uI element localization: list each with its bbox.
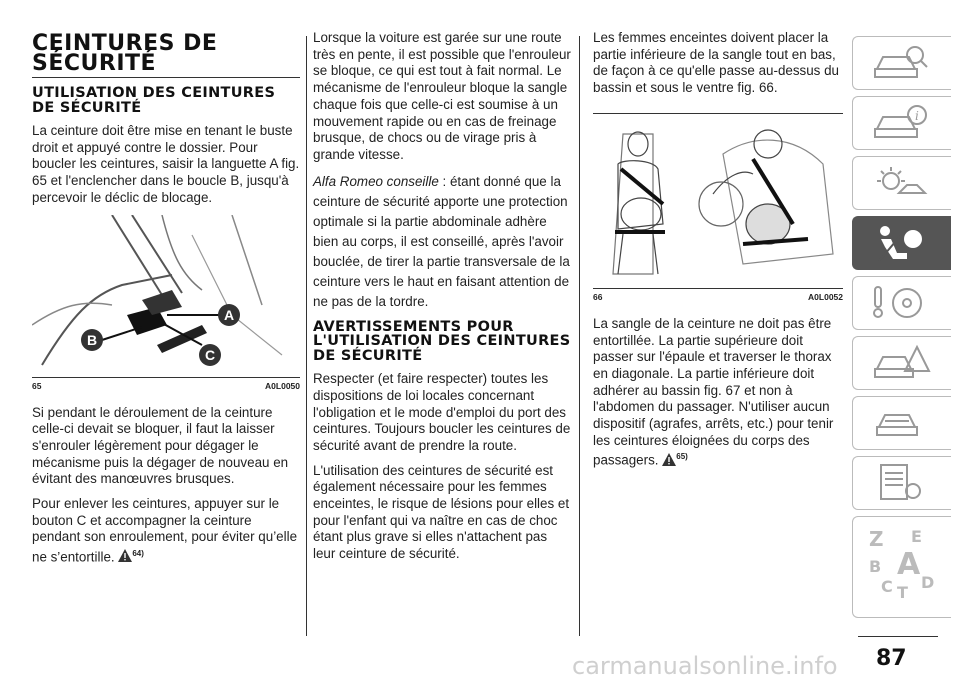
paragraph: Alfa Romeo conseille : étant donné que la ceinture de sécurité apporte une protection optimale si la partie abdominale adhère bien au corps, il est conseillé, après l'avoir bouclée, de tirer la partie transversale de la ceinture vers le haut en faisant attention de ne pas de la tordre.: [313, 173, 570, 309]
watermark: carmanualsonline.info: [572, 652, 838, 680]
paragraph: Respecter (et faire respecter) toutes les dispositions de loi locales concernant l'obligation et le mode d'emploi du port des ceintures. Toujours boucler les ceintures de sécurité avant de prendre la route.: [313, 371, 571, 453]
figure-caption: [32, 377, 300, 391]
paragraph: Les femmes enceintes doivent placer la partie inférieure de la sangle tout en bas, de façon à ce qu'elle passe au-dessus du bassin et sous le ventre fig. 66.: [593, 30, 839, 96]
tab-technical-data[interactable]: [852, 456, 951, 510]
steering-wheel-icon: [871, 283, 931, 323]
title-rule: [32, 77, 300, 78]
tab-starting-driving[interactable]: [852, 276, 951, 330]
figure-number: 65: [32, 380, 42, 391]
pregnant-woman-seatbelt-illustration: [593, 114, 843, 286]
tab-safety[interactable]: [852, 216, 951, 270]
paragraph: L'utilisation des ceintures de sécurité est également nécessaire pour les femmes enceintes, le risque de lésions pour elles et pour l'enfant qui va naître en cas de choc étant plus grave si elles n'attachent pas leur ceinture de sécurité.: [313, 462, 570, 562]
page-number: 87: [876, 646, 907, 671]
figure-number: 66: [593, 291, 603, 302]
figure-caption: [593, 288, 843, 302]
page-number-rule: [858, 636, 938, 637]
tab-knowing-car[interactable]: [852, 36, 951, 90]
warning-icon: [662, 453, 676, 471]
seatbelt-buckle-illustration: [32, 215, 300, 375]
figure-66: [593, 113, 843, 286]
callout-a-label: A: [223, 306, 235, 323]
footnote-ref: 65): [676, 452, 688, 462]
index-letters-icon: Z E A B C T D: [869, 527, 935, 602]
column-divider: [579, 36, 580, 636]
callout-c-label: C: [204, 346, 216, 363]
car-info-icon: [871, 103, 931, 143]
figure-code: A0L0052: [808, 291, 843, 302]
dashboard-lights-icon: [871, 163, 931, 203]
airbag-seat-icon: [871, 223, 931, 263]
section-heading-warnings: AVERTISSEMENTS POUR L'UTILISATION DES CEINTURES DE SÉCURITÉ: [313, 318, 571, 364]
section-heading-usage: UTILISATION DES CEINTURES DE SÉCURITÉ: [32, 85, 276, 116]
paragraph: Lorsque la voiture est garée sur une route très en pente, il est possible que l'enrouleur se bloque, ce qui est tout à fait normal. Le mécanisme de l'enrouleur bloque la sangle chaque fois que celle-ci est soumise à un mouvement rapide ou en cas de freinage brusque, de chocs ou de virage pris à grande vitesse.: [313, 30, 571, 162]
paragraph: Si pendant le déroulement de la ceinture celle-ci devait se bloquer, il faut la laisser s'enrouler légèrement pour dégager le mécanisme puis la dégager de nouveau en évitant des manœuvres brusques.: [32, 404, 289, 487]
warning-icon: [118, 549, 132, 567]
footnote-ref: 64): [132, 549, 144, 559]
figure-65: [32, 215, 300, 375]
column-divider: [306, 36, 307, 636]
callout-b-label: B: [86, 331, 98, 348]
column-1: [32, 28, 300, 575]
figure-code: A0L0050: [265, 380, 300, 391]
column-3: [593, 30, 843, 478]
tab-index[interactable]: [852, 516, 951, 618]
car-service-icon: [871, 403, 931, 443]
warning-triangle-car-icon: [871, 343, 931, 383]
column-2: [313, 30, 571, 571]
paragraph: La sangle de la ceinture ne doit pas être entortillée. La partie supérieure doit passer sur l'épaule et traverser le thorax en diagonale. La partie inférieure doit adhérer au bassin fig. 67 et non à l'abdomen du passager. N'utiliser aucun dispositif (agrafes, arrêts, etc.) pour tenir les ceintures éloignées du corps des passagers. $^{65)}$: [593, 316, 843, 470]
tab-emergency[interactable]: [852, 336, 951, 390]
svg-text:i: i: [915, 109, 919, 123]
tab-lights[interactable]: [852, 156, 951, 210]
paragraph: Pour enlever les ceintures, appuyer sur le bouton C et accompagner la ceinture pendant son enroulement, pour éviter qu’elle ne s’entortille. $^{64)}$: [32, 496, 300, 567]
technical-data-icon: [871, 463, 931, 503]
tab-maintenance[interactable]: [852, 396, 951, 450]
paragraph: La ceinture doit être mise en tenant le buste droit et appuyé contre le dossier. Pour boucler les ceintures, saisir la languette A fig. 65 et l'enclencher dans le boucle B, jusqu'à percevoir le déclic de blocage.: [32, 123, 300, 205]
car-search-icon: [871, 43, 931, 83]
page-title: CEINTURES DE SÉCURITÉ: [32, 31, 218, 76]
tab-dashboard-info[interactable]: [852, 96, 951, 150]
